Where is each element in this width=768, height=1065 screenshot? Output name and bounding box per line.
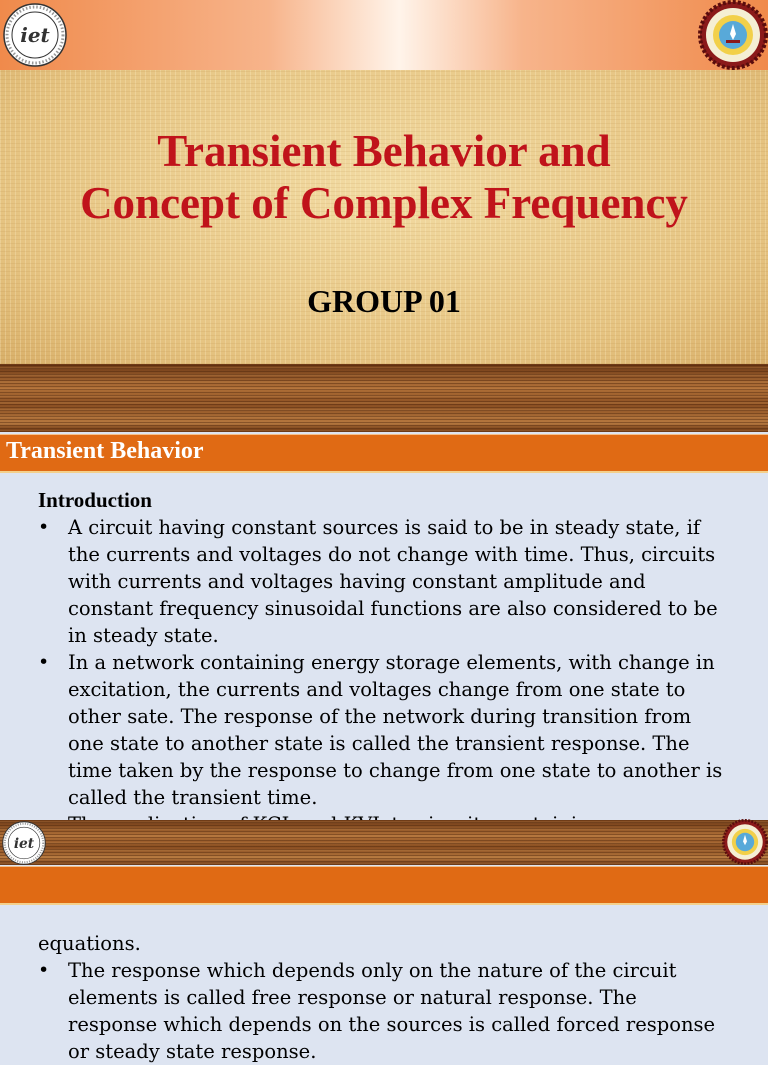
bullet-icon: • bbox=[38, 959, 50, 981]
wood-divider bbox=[0, 364, 768, 432]
bullet-text: In a network containing energy storage elements, with change in excitation, the currents and voltages change from one state to other sate. The response of the network during transition from one state to another state is called the transient response. The time taken by the response to change from one state to another is called the transient time. bbox=[68, 651, 723, 809]
bullet-icon: • bbox=[38, 651, 50, 673]
university-seal-icon bbox=[698, 0, 768, 70]
iet-logo bbox=[2, 821, 46, 865]
bullet-text: The response which depends only on the nature of the circuit elements is called free response or natural response. The response which depends on the sources is called forced response or steady state response. bbox=[68, 959, 716, 1063]
list-item bbox=[38, 957, 728, 1065]
section-header-band bbox=[0, 866, 768, 905]
list-item bbox=[38, 514, 728, 649]
slide-body bbox=[38, 930, 728, 1065]
section-title: Transient Behavior bbox=[6, 438, 204, 464]
bullet-list bbox=[38, 957, 728, 1065]
presentation-title bbox=[0, 125, 768, 229]
svg-text:iet: iet bbox=[13, 835, 35, 852]
wood-header-strip bbox=[0, 820, 768, 865]
title-panel bbox=[0, 70, 768, 364]
continuation-text: equations. bbox=[38, 932, 141, 955]
top-banner bbox=[0, 0, 768, 70]
university-seal-icon bbox=[722, 819, 768, 865]
iet-logo bbox=[3, 3, 67, 67]
svg-text:iet: iet bbox=[20, 23, 50, 47]
list-item bbox=[38, 649, 728, 811]
intro-heading: Introduction bbox=[38, 488, 152, 512]
bullet-icon: • bbox=[38, 516, 50, 538]
title-line-2: Concept of Complex Frequency bbox=[80, 178, 688, 228]
bullet-list bbox=[38, 514, 728, 865]
slide-body bbox=[38, 487, 728, 865]
section-header-band bbox=[0, 434, 768, 473]
group-subtitle: GROUP 01 bbox=[307, 283, 461, 319]
title-line-1: Transient Behavior and bbox=[157, 126, 611, 176]
bullet-text: A circuit having constant sources is said to be in steady state, if the currents and voltages do not change with time. Thus, circuits with currents and voltages having constant amplitude and constant frequency sinusoidal functions are also considered to be in steady state. bbox=[68, 516, 718, 647]
